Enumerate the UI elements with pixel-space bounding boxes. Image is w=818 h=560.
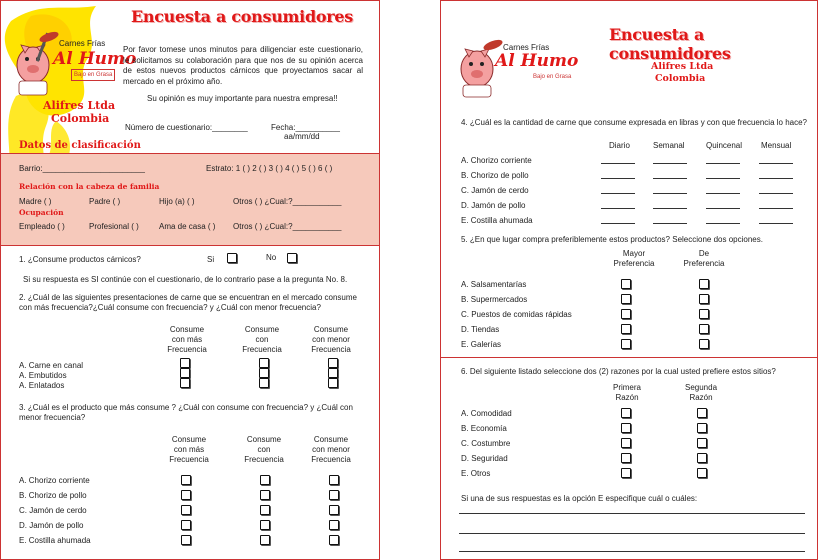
q6-note: Si una de sus respuestas es la opción E especifique cuál o cuáles: [461,494,698,503]
logo-name: Al Humo [53,49,137,69]
q2-item: A. Embutidos [19,371,67,380]
q4-answer-line[interactable] [653,208,687,209]
survey-page-left [0,0,380,560]
q4-answer-line[interactable] [759,208,793,209]
answer-line[interactable] [459,551,805,552]
q4-col-header: Quincenal [706,141,743,150]
q4-answer-line[interactable] [706,208,740,209]
q5-checkbox[interactable] [621,324,631,334]
q4-answer-line[interactable] [601,223,635,224]
q3-checkbox[interactable] [329,490,339,500]
q4-question: 4. ¿Cuál es la cantidad de carne que consume expresada en libras y con que frecuencia lo hace? [461,118,807,127]
q3-checkbox[interactable] [260,475,270,485]
q3-checkbox[interactable] [329,505,339,515]
q2-checkbox[interactable] [180,378,190,388]
q4-col-header: Semanal [653,141,685,150]
q3-checkbox[interactable] [181,505,191,515]
q3-item: A. Chorizo corriente [19,476,90,485]
q4-answer-line[interactable] [653,178,687,179]
q4-answer-line[interactable] [601,193,635,194]
relation-title: Relación con la cabeza de familia [19,182,160,191]
q4-answer-line[interactable] [653,223,687,224]
q4-item: B. Chorizo de pollo [461,171,529,180]
q5-item: C. Puestos de comidas rápidas [461,310,572,319]
q4-answer-line[interactable] [653,193,687,194]
q5-checkbox[interactable] [699,324,709,334]
q6-item: E. Otros [461,469,491,478]
q1-yes-label: Si [207,255,215,264]
q2-checkbox[interactable] [180,368,190,378]
q5-col-header: Mayor Preferencia [613,249,655,268]
q3-item: E. Costilla ahumada [19,536,91,545]
q6-question: 6. Del siguiente listado seleccione dos (2) razones por la cual usted prefiere estos sitios? [461,367,776,376]
answer-line[interactable] [459,513,805,514]
q6-checkbox[interactable] [621,438,631,448]
q5-question: 5. ¿En que lugar compra preferiblemente estos productos? Seleccione dos opciones. [461,235,763,244]
occupation-option-employee[interactable]: Empleado ( ) [19,222,65,231]
q5-col-header: De Preferencia [683,249,725,268]
occupation-option-homemaker[interactable]: Ama de casa ( ) [159,222,216,231]
q6-item: D. Seguridad [461,454,508,463]
relation-option-other[interactable]: Otros ( ) ¿Cual:?___________ [233,197,342,206]
q5-item: A. Salsamentarías [461,280,527,289]
q5-checkbox[interactable] [621,339,631,349]
q4-answer-line[interactable] [601,208,635,209]
q4-answer-line[interactable] [601,163,635,164]
q3-checkbox[interactable] [181,520,191,530]
q3-checkbox[interactable] [329,475,339,485]
q1-yes-checkbox[interactable] [227,253,237,263]
q5-checkbox[interactable] [699,279,709,289]
classification-title: Datos de clasificación [19,140,141,151]
q6-checkbox[interactable] [697,438,707,448]
logo-sub: Bajo en Grasa [533,74,572,80]
q6-checkbox[interactable] [621,423,631,433]
q2-item: A. Carne en canal [19,361,84,370]
q5-item: D. Tiendas [461,325,500,334]
logo-name: Al Humo [495,51,579,71]
q5-checkbox[interactable] [699,339,709,349]
page-title: Encuesta a consumidores [609,25,731,63]
estrato-field[interactable]: Estrato: 1 ( ) 2 ( ) 3 ( ) 4 ( ) 5 ( ) 6 ( ) [206,164,333,173]
q4-item: D. Jamón de pollo [461,201,526,210]
q6-col-header: Segunda Razón [684,383,718,402]
q2-checkbox[interactable] [328,358,338,368]
q5-item: E. Galerías [461,340,502,349]
section-divider [441,357,817,358]
q3-question: 3. ¿Cuál es el producto que más consume ? ¿Cuál con consume con frecuencia? y ¿Cuál con menor frecuencia? [19,403,353,422]
q4-answer-line[interactable] [706,163,740,164]
q3-col-header: Consume con Frecuencia [244,435,284,464]
q4-item: A. Chorizo corriente [461,156,532,165]
q6-checkbox[interactable] [697,408,707,418]
q4-item: E. Costilla ahumada [461,216,533,225]
q4-answer-line[interactable] [759,223,793,224]
date-field[interactable]: Fecha:__________ [271,123,340,132]
q4-answer-line[interactable] [759,193,793,194]
page-title: Encuesta a consumidores [131,7,353,26]
q2-col-header: Consume con Frecuencia [242,325,282,354]
relation-option-child[interactable]: Hijo (a) ( ) [159,197,195,206]
relation-option-mother[interactable]: Madre ( ) [19,197,52,206]
company-name: Alifres Ltda [43,99,116,112]
q2-question: 2. ¿Cuál de las siguientes presentaciones de carne que se encuentran en el mercado consume con más frecuencia?¿Cuál consume con frecuencia? y ¿Cuál con menor frecuencia? [19,293,357,312]
q3-checkbox[interactable] [181,490,191,500]
q3-col-header: Consume con más Frecuencia [169,435,209,464]
q6-item: A. Comodidad [461,409,512,418]
intro-paragraph: Por favor tomese unos minutos para diligenciar este cuestionario, le solicitamos su colaboración para que nos de su opinión acerca de estos nuevos productos cárnicos que proyectamos sacar al mercado en el próximo año. [123,45,363,86]
q6-item: B. Economía [461,424,507,433]
q6-checkbox[interactable] [621,468,631,478]
q3-col-header: Consume con menor Frecuencia [311,435,351,464]
q2-checkbox[interactable] [328,368,338,378]
q2-col-header: Consume con más Frecuencia [167,325,207,354]
q5-checkbox[interactable] [621,309,631,319]
relation-option-father[interactable]: Padre ( ) [89,197,121,206]
logo-sub: Bajo en Grasa [71,69,115,81]
q2-checkbox[interactable] [259,368,269,378]
q1-note: Si su respuesta es SI continúe con el cuestionario, de lo contrario pase a la pregunta No. 8. [23,275,348,284]
company-country: Colombia [51,112,110,125]
q3-item: C. Jamón de cerdo [19,506,87,515]
q6-col-header: Primera Razón [612,383,641,402]
occupation-option-other[interactable]: Otros ( ) ¿Cual:?___________ [233,222,342,231]
q6-item: C. Costumbre [461,439,511,448]
q3-checkbox[interactable] [329,535,339,545]
q5-item: B. Supermercados [461,295,528,304]
q5-checkbox[interactable] [621,294,631,304]
q4-answer-line[interactable] [706,178,740,179]
q2-checkbox[interactable] [259,358,269,368]
q6-checkbox[interactable] [697,468,707,478]
q2-checkbox[interactable] [259,378,269,388]
q3-item: D. Jamón de pollo [19,521,84,530]
survey-page-right [440,0,818,560]
q2-checkbox[interactable] [180,358,190,368]
q6-checkbox[interactable] [621,408,631,418]
q4-col-header: Diario [609,141,630,150]
q4-answer-line[interactable] [706,223,740,224]
barrio-field[interactable]: Barrio:_______________________ [19,164,145,173]
answer-line[interactable] [459,533,805,534]
q4-answer-line[interactable] [759,178,793,179]
q4-col-header: Mensual [761,141,792,150]
q6-checkbox[interactable] [697,423,707,433]
q6-checkbox[interactable] [697,453,707,463]
q4-answer-line[interactable] [706,193,740,194]
q5-checkbox[interactable] [621,279,631,289]
questionnaire-number-field[interactable]: Número de cuestionario:________ [125,123,248,132]
q4-answer-line[interactable] [601,178,635,179]
q3-checkbox[interactable] [260,490,270,500]
q3-item: B. Chorizo de pollo [19,491,87,500]
q5-checkbox[interactable] [699,309,709,319]
q3-checkbox[interactable] [260,520,270,530]
company-country: Colombia [655,73,706,84]
importance-text: Su opinión es muy importante para nuestra empresa!! [147,94,338,103]
q6-checkbox[interactable] [621,453,631,463]
company-name: Alifres Ltda [651,61,714,72]
q1-no-checkbox[interactable] [287,253,297,263]
occupation-title: Ocupación [19,208,64,217]
q3-checkbox[interactable] [181,475,191,485]
q5-checkbox[interactable] [699,294,709,304]
q4-item: C. Jamón de cerdo [461,186,529,195]
q1-question: 1. ¿Consume productos cárnicos? [19,255,141,264]
q3-checkbox[interactable] [260,505,270,515]
date-format-hint: aa/mm/dd [284,132,320,141]
q3-checkbox[interactable] [181,535,191,545]
q2-checkbox[interactable] [328,378,338,388]
q2-item: A. Enlatados [19,381,65,390]
q4-answer-line[interactable] [653,163,687,164]
q3-checkbox[interactable] [260,535,270,545]
logo-top-text: Carnes Frías [59,39,106,48]
logo-top-text: Carnes Frías [503,43,550,52]
q1-no-label: No [266,253,277,262]
q2-col-header: Consume con menor Frecuencia [311,325,351,354]
q4-answer-line[interactable] [759,163,793,164]
occupation-option-professional[interactable]: Profesional ( ) [89,222,139,231]
q3-checkbox[interactable] [329,520,339,530]
